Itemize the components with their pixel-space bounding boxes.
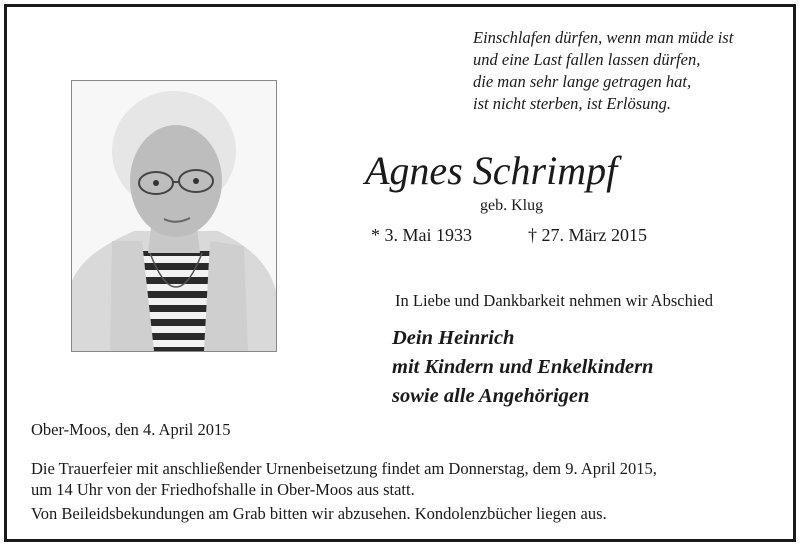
mourner-line: sowie alle Angehörigen xyxy=(392,385,590,407)
poem-line: die man sehr lange getragen hat, xyxy=(473,72,692,91)
birth-date: * 3. Mai 1933 xyxy=(371,225,472,245)
obituary-frame xyxy=(4,4,796,542)
portrait-photo xyxy=(71,80,277,352)
mourners xyxy=(392,324,653,411)
farewell-intro: In Liebe und Dankbarkeit nehmen wir Abschied xyxy=(395,291,713,310)
mourner-line: Dein Heinrich xyxy=(392,327,515,349)
service-info xyxy=(31,458,657,500)
condolence-note: Von Beileidsbekundungen am Grab bitten wir abzusehen. Kondolenzbücher liegen aus. xyxy=(31,504,607,523)
maiden-name: geb. Klug xyxy=(480,197,544,214)
service-line: um 14 Uhr von der Friedhofshalle in Ober-Moos aus statt. xyxy=(31,480,415,499)
deceased-name: Agnes Schrimpf xyxy=(365,148,618,193)
mourner-line: mit Kindern und Enkelkindern xyxy=(392,356,654,378)
poem-line: Einschlafen dürfen, wenn man müde ist xyxy=(473,28,734,47)
poem-line: und eine Last fallen lassen dürfen, xyxy=(473,50,701,69)
poem xyxy=(473,27,793,115)
place-date: Ober-Moos, den 4. April 2015 xyxy=(31,420,231,439)
death-date: † 27. März 2015 xyxy=(528,225,647,245)
service-line: Die Trauerfeier mit anschließender Urnenbeisetzung findet am Donnerstag, dem 9. April 2015, xyxy=(31,459,657,478)
poem-line: ist nicht sterben, ist Erlösung. xyxy=(473,94,671,113)
